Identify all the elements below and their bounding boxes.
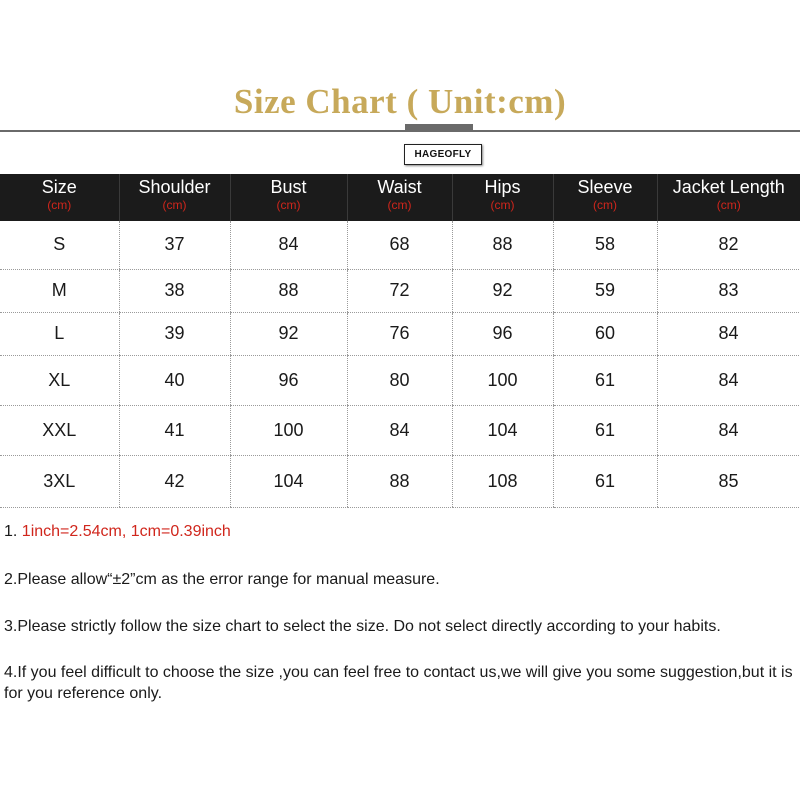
header-unit: (cm) <box>593 198 617 212</box>
brand-label: HAGEOFLY <box>404 144 482 165</box>
table-cell: 42 <box>119 455 230 507</box>
table-cell: 72 <box>347 269 452 312</box>
header-shoulder <box>119 174 230 221</box>
header-jacket-length <box>657 174 800 221</box>
table-cell: 58 <box>553 221 657 269</box>
table-cell: 82 <box>657 221 800 269</box>
table-cell: 84 <box>657 312 800 355</box>
table-cell: 100 <box>230 405 347 455</box>
header-label: Hips <box>484 177 521 197</box>
table-cell: 3XL <box>0 455 119 507</box>
note-conversion <box>4 521 794 542</box>
header-label: Sleeve <box>577 177 633 197</box>
note-follow-chart: 3.Please strictly follow the size chart to select the size. Do not select directly according to your habits. <box>4 618 721 635</box>
table-cell: 108 <box>452 455 553 507</box>
title-divider <box>0 130 800 132</box>
header-label: Waist <box>377 177 422 197</box>
header-label: Size <box>41 177 77 197</box>
table-cell: 104 <box>452 405 553 455</box>
table-cell: 39 <box>119 312 230 355</box>
size-notes <box>4 521 794 704</box>
title-divider-notch <box>405 124 473 132</box>
table-cell: 92 <box>452 269 553 312</box>
table-cell: 104 <box>230 455 347 507</box>
table-cell: 92 <box>230 312 347 355</box>
note-error-range: 2.Please allow“±2”cm as the error range for manual measure. <box>4 571 440 588</box>
table-cell: XL <box>0 355 119 405</box>
table-cell: 61 <box>553 455 657 507</box>
table-cell: 96 <box>230 355 347 405</box>
table-cell: 100 <box>452 355 553 405</box>
table-row <box>0 455 800 507</box>
size-chart-table <box>0 174 800 508</box>
note-number: 1. <box>4 523 22 540</box>
table-cell: 60 <box>553 312 657 355</box>
table-cell: 96 <box>452 312 553 355</box>
table-cell: L <box>0 312 119 355</box>
header-sleeve <box>553 174 657 221</box>
header-unit: (cm) <box>716 198 741 212</box>
table-cell: 88 <box>452 221 553 269</box>
header-waist <box>347 174 452 221</box>
header-size <box>0 174 119 221</box>
note-contact: 4.If you feel difficult to choose the size ,you can feel free to contact us,we will give you some suggestion,but it is for you reference only. <box>4 664 793 702</box>
header-bust <box>230 174 347 221</box>
table-row <box>0 312 800 355</box>
table-cell: M <box>0 269 119 312</box>
table-cell: 88 <box>230 269 347 312</box>
table-cell: 88 <box>347 455 452 507</box>
table-cell: 84 <box>230 221 347 269</box>
note-conversion-text: 1inch=2.54cm, 1cm=0.39inch <box>21 523 231 540</box>
header-unit: (cm) <box>47 198 72 212</box>
table-cell: 38 <box>119 269 230 312</box>
header-hips <box>452 174 553 221</box>
table-cell: 61 <box>553 405 657 455</box>
table-cell: S <box>0 221 119 269</box>
table-cell: 59 <box>553 269 657 312</box>
table-cell: XXL <box>0 405 119 455</box>
table-cell: 76 <box>347 312 452 355</box>
table-cell: 40 <box>119 355 230 405</box>
table-cell: 37 <box>119 221 230 269</box>
header-unit: (cm) <box>276 198 301 212</box>
table-cell: 85 <box>657 455 800 507</box>
header-label: Jacket Length <box>672 177 785 197</box>
header-unit: (cm) <box>387 198 412 212</box>
table-row <box>0 269 800 312</box>
page-title: Size Chart ( Unit:cm) <box>233 82 567 121</box>
table-cell: 80 <box>347 355 452 405</box>
table-row <box>0 221 800 269</box>
table-cell: 84 <box>657 355 800 405</box>
table-cell: 68 <box>347 221 452 269</box>
table-row <box>0 355 800 405</box>
table-row <box>0 405 800 455</box>
table-cell: 61 <box>553 355 657 405</box>
table-cell: 84 <box>657 405 800 455</box>
header-label: Bust <box>270 177 307 197</box>
table-header-row <box>0 174 800 221</box>
table-cell: 84 <box>347 405 452 455</box>
header-label: Shoulder <box>138 177 211 197</box>
table-cell: 83 <box>657 269 800 312</box>
table-cell: 41 <box>119 405 230 455</box>
header-unit: (cm) <box>490 198 515 212</box>
header-unit: (cm) <box>162 198 187 212</box>
